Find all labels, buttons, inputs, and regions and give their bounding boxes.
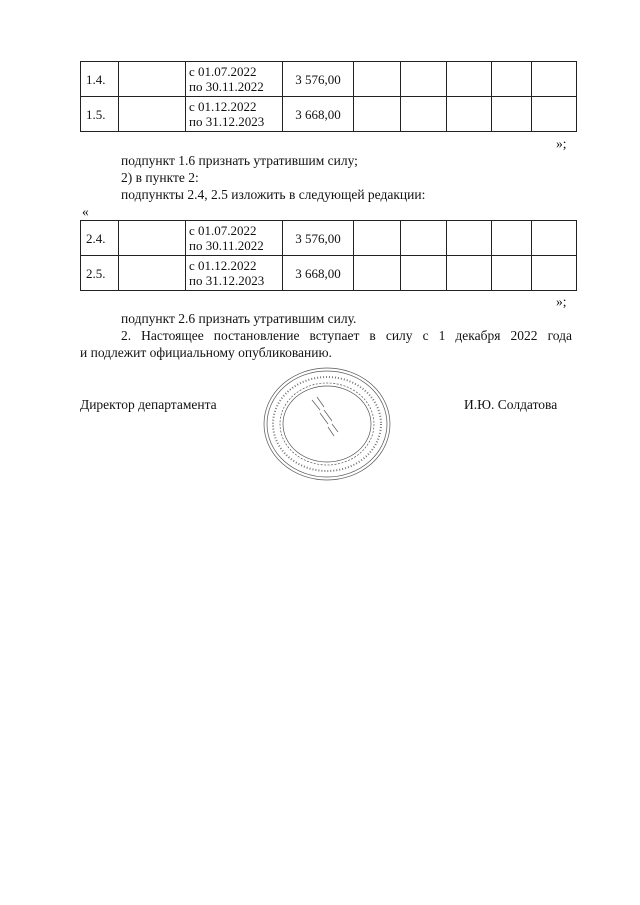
period-to: по 30.11.2022 [189, 238, 264, 253]
period-cell [186, 221, 283, 256]
paragraph-final-line-1: 2. Настоящее постановление вступает в силу с 1 декабря 2022 года [121, 328, 572, 343]
seal-stamp [262, 366, 392, 482]
empty-cell [532, 62, 577, 97]
sum-cell: 3 668,00 [283, 256, 354, 291]
empty-cell [354, 97, 401, 132]
empty-cell [447, 62, 492, 97]
empty-cell [492, 97, 532, 132]
empty-cell [119, 97, 186, 132]
empty-cell [354, 256, 401, 291]
period-from: с 01.07.2022 [189, 223, 257, 238]
table-row [81, 62, 577, 97]
period-to: по 31.12.2023 [189, 114, 265, 129]
empty-cell [401, 221, 447, 256]
sum-cell: 3 576,00 [283, 62, 354, 97]
signature-name: И.Ю. Солдатова [464, 397, 558, 412]
empty-cell [532, 97, 577, 132]
row-number: 1.5. [81, 97, 119, 132]
period-to: по 31.12.2023 [189, 273, 265, 288]
empty-cell [447, 256, 492, 291]
empty-cell [447, 97, 492, 132]
table-row [81, 221, 577, 256]
paragraph-2-4-2-5: подпункты 2.4, 2.5 изложить в следующей редакции: [121, 187, 426, 202]
paragraph-item-2: 2) в пункте 2: [121, 170, 199, 185]
period-from: с 01.12.2022 [189, 99, 257, 114]
empty-cell [532, 256, 577, 291]
row-number: 2.4. [81, 221, 119, 256]
closing-quote: »; [556, 136, 567, 151]
period-from: с 01.12.2022 [189, 258, 257, 273]
empty-cell [119, 221, 186, 256]
period-to: по 30.11.2022 [189, 79, 264, 94]
closing-quote: »; [556, 294, 567, 309]
empty-cell [492, 256, 532, 291]
paragraph-2-6: подпункт 2.6 признать утратившим силу. [121, 311, 357, 326]
empty-cell [492, 221, 532, 256]
empty-cell [119, 256, 186, 291]
sum-cell: 3 668,00 [283, 97, 354, 132]
period-cell [186, 256, 283, 291]
paragraph-final-line-2: и подлежит официальному опубликованию. [80, 345, 332, 360]
empty-cell [401, 256, 447, 291]
empty-cell [532, 221, 577, 256]
empty-cell [447, 221, 492, 256]
empty-cell [401, 62, 447, 97]
period-cell [186, 97, 283, 132]
table-1 [80, 61, 577, 132]
period-cell [186, 62, 283, 97]
table-2 [80, 220, 577, 291]
sum-cell: 3 576,00 [283, 221, 354, 256]
table-row [81, 97, 577, 132]
table-row [81, 256, 577, 291]
period-from: с 01.07.2022 [189, 64, 257, 79]
empty-cell [119, 62, 186, 97]
empty-cell [401, 97, 447, 132]
empty-cell [354, 62, 401, 97]
opening-quote: « [82, 204, 89, 219]
signature-position: Директор департамента [80, 397, 217, 412]
empty-cell [354, 221, 401, 256]
empty-cell [492, 62, 532, 97]
row-number: 2.5. [81, 256, 119, 291]
row-number: 1.4. [81, 62, 119, 97]
paragraph-1-6: подпункт 1.6 признать утратившим силу; [121, 153, 358, 168]
